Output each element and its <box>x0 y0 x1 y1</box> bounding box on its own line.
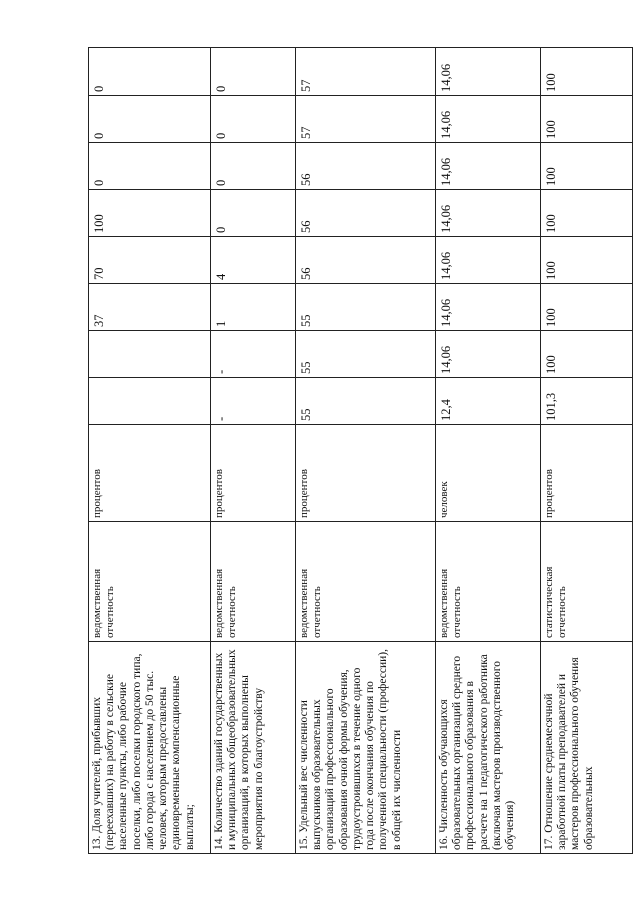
table-row <box>89 48 211 854</box>
value-cell: 0 <box>211 190 296 237</box>
value-cell: 4 <box>211 237 296 284</box>
value-cell: 55 <box>296 284 436 331</box>
value-cell: 100 <box>89 190 211 237</box>
table-row <box>436 48 541 854</box>
source-cell: ведомственная отчетность <box>211 522 296 642</box>
value-cell: 101,3 <box>541 378 633 425</box>
table-row <box>211 48 296 854</box>
value-cell: 14,06 <box>436 237 541 284</box>
value-cell: 14,06 <box>436 96 541 143</box>
value-cell: 14,06 <box>436 331 541 378</box>
value-cell: 14,06 <box>436 190 541 237</box>
source-cell: ведомственная отчетность <box>296 522 436 642</box>
value-cell: 12,4 <box>436 378 541 425</box>
value-cell: 100 <box>541 190 633 237</box>
value-cell: 37 <box>89 284 211 331</box>
source-cell: ведомственная отчетность <box>436 522 541 642</box>
table-row <box>541 48 633 854</box>
value-cell: 14,06 <box>436 48 541 96</box>
source-cell: статистическая отчетность <box>541 522 633 642</box>
value-cell: 56 <box>296 190 436 237</box>
value-cell: 0 <box>89 48 211 96</box>
value-cell: - <box>211 378 296 425</box>
value-cell: - <box>211 331 296 378</box>
value-cell: 14,06 <box>436 284 541 331</box>
unit-cell: процентов <box>89 425 211 522</box>
value-cell: 14,06 <box>436 143 541 190</box>
rotated-table-wrapper <box>88 48 632 854</box>
table-row <box>296 48 436 854</box>
value-cell <box>89 331 211 378</box>
unit-cell: человек <box>436 425 541 522</box>
value-cell <box>89 378 211 425</box>
value-cell: 100 <box>541 96 633 143</box>
indicator-cell: 14. Количество зданий государственных и муниципальных общеобразовательных организаций, в которых выполнены мероприятия по благоустройству <box>211 642 296 854</box>
value-cell: 100 <box>541 237 633 284</box>
value-cell: 1 <box>211 284 296 331</box>
indicator-cell: 13. Доля учителей, прибывших (переехавших) на работу в сельские населенные пункты, либо рабочие поселки, либо поселки городского типа, либо города с населением до 50 тыс. человек, которым предоставлены единовременные компенсационные выплаты; <box>89 642 211 854</box>
unit-cell: процентов <box>296 425 436 522</box>
unit-cell: процентов <box>211 425 296 522</box>
value-cell: 55 <box>296 331 436 378</box>
table-body <box>89 48 633 854</box>
indicator-cell: 16. Численность обучающихся образовательных организаций среднего профессионального образования в расчете на 1 педагогического работника (включая мастеров производственного обучения) <box>436 642 541 854</box>
rotated-page <box>88 48 632 854</box>
value-cell: 57 <box>296 48 436 96</box>
value-cell: 100 <box>541 48 633 96</box>
value-cell: 0 <box>89 143 211 190</box>
value-cell: 100 <box>541 143 633 190</box>
value-cell: 57 <box>296 96 436 143</box>
indicator-cell: 15. Удельный вес численности выпускников образовательных организаций профессионального образования очной формы обучения, трудоустроившихся в течение одного года после окончания обучения по полученной специальности (профессии), в общей их численности <box>296 642 436 854</box>
value-cell: 55 <box>296 378 436 425</box>
indicator-cell: 17. Отношение среднемесячной заработной платы преподавателей и мастеров профессионального обучения образовательных <box>541 642 633 854</box>
unit-cell: процентов <box>541 425 633 522</box>
value-cell: 70 <box>89 237 211 284</box>
value-cell: 0 <box>89 96 211 143</box>
indicators-table <box>88 47 633 854</box>
source-cell: ведомственная отчетность <box>89 522 211 642</box>
value-cell: 56 <box>296 143 436 190</box>
value-cell: 0 <box>211 143 296 190</box>
value-cell: 0 <box>211 48 296 96</box>
value-cell: 100 <box>541 284 633 331</box>
value-cell: 100 <box>541 331 633 378</box>
value-cell: 0 <box>211 96 296 143</box>
value-cell: 56 <box>296 237 436 284</box>
